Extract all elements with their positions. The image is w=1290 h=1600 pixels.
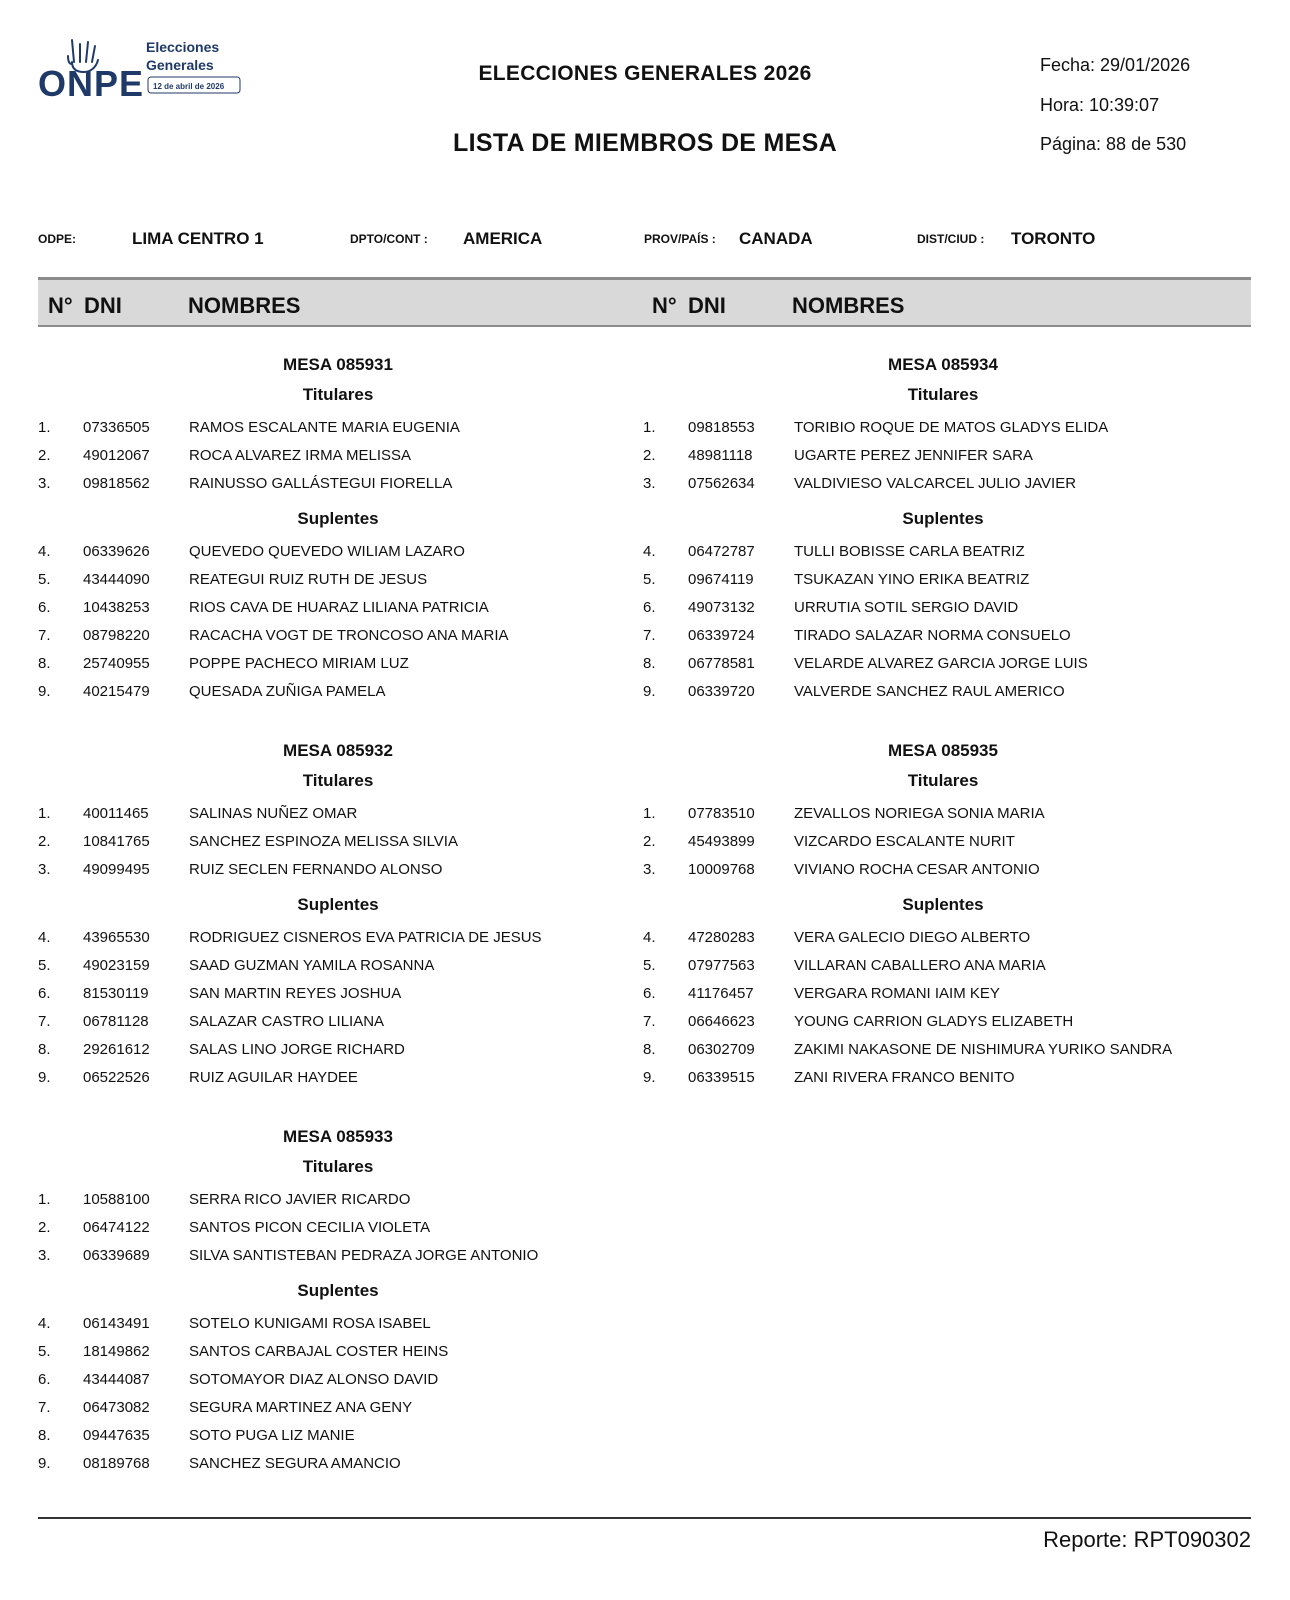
member-number: 2. xyxy=(38,1219,51,1236)
member-dni: 06474122 xyxy=(83,1219,150,1236)
member-row xyxy=(38,447,638,467)
member-dni: 49073132 xyxy=(688,599,755,616)
member-dni: 09818553 xyxy=(688,419,755,436)
document-subtitle: LISTA DE MIEMBROS DE MESA xyxy=(453,129,837,157)
member-name: ZAKIMI NAKASONE DE NISHIMURA YURIKO SANDRA xyxy=(794,1041,1173,1058)
member-number: 1. xyxy=(643,805,656,822)
member-name: VIZCARDO ESCALANTE NURIT xyxy=(794,833,1015,850)
member-dni: 08189768 xyxy=(83,1455,150,1472)
member-name: SANTOS PICON CECILIA VIOLETA xyxy=(189,1219,431,1236)
member-name: SAN MARTIN REYES JOSHUA xyxy=(189,985,402,1002)
mesa-block xyxy=(643,738,1243,1124)
member-name: TULLI BOBISSE CARLA BEATRIZ xyxy=(794,543,1025,560)
member-row xyxy=(38,1455,638,1475)
member-dni: 40011465 xyxy=(83,805,149,822)
member-row xyxy=(643,419,1243,439)
footer-divider xyxy=(38,1517,1251,1519)
member-number: 7. xyxy=(38,627,51,644)
member-row xyxy=(38,1041,638,1061)
logo-date: 12 de abril de 2026 xyxy=(153,82,225,91)
member-name: RUIZ AGUILAR HAYDEE xyxy=(189,1069,358,1086)
column-right xyxy=(643,352,1243,1124)
member-name: SALINAS NUÑEZ OMAR xyxy=(189,805,358,822)
member-row xyxy=(38,1427,638,1447)
member-dni: 45493899 xyxy=(688,833,755,850)
member-number: 5. xyxy=(38,1343,51,1360)
member-row xyxy=(38,957,638,977)
member-name: TSUKAZAN YINO ERIKA BEATRIZ xyxy=(794,571,1030,588)
member-name: RAMOS ESCALANTE MARIA EUGENIA xyxy=(189,419,460,436)
member-name: SALAZAR CASTRO LILIANA xyxy=(189,1013,385,1030)
member-row xyxy=(643,985,1243,1005)
member-number: 7. xyxy=(643,1013,656,1030)
member-number: 2. xyxy=(38,833,51,850)
member-dni: 49099495 xyxy=(83,861,150,878)
member-name: SANCHEZ ESPINOZA MELISSA SILVIA xyxy=(189,833,458,850)
member-row xyxy=(38,475,638,495)
member-number: 5. xyxy=(38,571,51,588)
member-name: ZEVALLOS NORIEGA SONIA MARIA xyxy=(794,805,1045,822)
mesa-title: MESA 085932 xyxy=(283,741,393,760)
member-dni: 06646623 xyxy=(688,1013,755,1030)
member-dni: 49023159 xyxy=(83,957,150,974)
member-dni: 06473082 xyxy=(83,1399,150,1416)
col-nombres-left: NOMBRES xyxy=(188,293,301,318)
titulares-heading: Titulares xyxy=(907,771,979,790)
member-number: 2. xyxy=(38,447,51,464)
member-name: SILVA SANTISTEBAN PEDRAZA JORGE ANTONIO xyxy=(189,1247,539,1264)
member-name: SOTELO KUNIGAMI ROSA ISABEL xyxy=(189,1315,431,1332)
member-row xyxy=(643,833,1243,853)
col-dni-right: DNI xyxy=(688,293,726,318)
prov-label: PROV/PAÍS : xyxy=(644,232,716,246)
member-number: 3. xyxy=(38,861,51,878)
member-row xyxy=(38,1219,638,1239)
suplentes-heading: Suplentes xyxy=(902,895,984,914)
member-dni: 48981118 xyxy=(688,447,753,464)
member-dni: 07562634 xyxy=(688,475,755,492)
member-name: RIOS CAVA DE HUARAZ LILIANA PATRICIA xyxy=(189,599,489,616)
member-row xyxy=(38,833,638,853)
mesa-title: MESA 085931 xyxy=(283,355,393,374)
member-dni: 41176457 xyxy=(688,985,754,1002)
column-left xyxy=(38,352,638,1510)
suplentes-heading: Suplentes xyxy=(297,895,379,914)
titulares-heading: Titulares xyxy=(302,771,374,790)
member-name: POPPE PACHECO MIRIAM LUZ xyxy=(189,655,409,672)
member-row xyxy=(38,543,638,563)
suplentes-heading: Suplentes xyxy=(297,509,379,528)
suplentes-heading: Suplentes xyxy=(297,1281,379,1300)
mesa-title: MESA 085934 xyxy=(888,355,998,374)
member-row xyxy=(38,655,638,675)
member-dni: 06781128 xyxy=(83,1013,149,1030)
titulares-heading: Titulares xyxy=(302,385,374,404)
member-row xyxy=(643,683,1243,703)
member-number: 9. xyxy=(643,1069,656,1086)
member-number: 6. xyxy=(38,599,51,616)
member-name: RODRIGUEZ CISNEROS EVA PATRICIA DE JESUS xyxy=(189,929,542,946)
member-number: 9. xyxy=(643,683,656,700)
member-dni: 10588100 xyxy=(83,1191,150,1208)
member-number: 5. xyxy=(38,957,51,974)
member-row xyxy=(38,571,638,591)
member-number: 2. xyxy=(643,447,656,464)
member-number: 8. xyxy=(38,655,51,672)
mesa-block xyxy=(38,1124,638,1510)
member-name: TIRADO SALAZAR NORMA CONSUELO xyxy=(794,627,1071,644)
pagina: Página: 88 de 530 xyxy=(1040,134,1187,154)
member-number: 8. xyxy=(643,1041,656,1058)
member-dni: 10841765 xyxy=(83,833,150,850)
member-name: ZANI RIVERA FRANCO BENITO xyxy=(794,1069,1015,1086)
member-name: ROCA ALVAREZ IRMA MELISSA xyxy=(189,447,412,464)
member-name: REATEGUI RUIZ RUTH DE JESUS xyxy=(189,571,428,588)
member-row xyxy=(38,985,638,1005)
member-number: 6. xyxy=(643,599,656,616)
member-dni: 47280283 xyxy=(688,929,755,946)
member-row xyxy=(643,447,1243,467)
member-number: 3. xyxy=(643,475,656,492)
member-name: SERRA RICO JAVIER RICARDO xyxy=(189,1191,411,1208)
member-number: 1. xyxy=(643,419,656,436)
col-num-right: N° xyxy=(652,293,677,318)
member-row xyxy=(38,1371,638,1391)
member-name: QUESADA ZUÑIGA PAMELA xyxy=(189,683,386,700)
member-number: 8. xyxy=(643,655,656,672)
mesa-block xyxy=(643,352,1243,738)
member-number: 2. xyxy=(643,833,656,850)
member-dni: 29261612 xyxy=(83,1041,150,1058)
member-number: 4. xyxy=(38,543,51,560)
member-number: 5. xyxy=(643,957,656,974)
member-name: VALDIVIESO VALCARCEL JULIO JAVIER xyxy=(794,475,1077,492)
member-name: SALAS LINO JORGE RICHARD xyxy=(189,1041,405,1058)
member-dni: 07977563 xyxy=(688,957,755,974)
member-dni: 06522526 xyxy=(83,1069,150,1086)
col-num-left: N° xyxy=(48,293,73,318)
member-row xyxy=(643,475,1243,495)
member-number: 5. xyxy=(643,571,656,588)
member-name: QUEVEDO QUEVEDO WILIAM LAZARO xyxy=(189,543,465,560)
member-row xyxy=(643,929,1243,949)
member-dni: 06778581 xyxy=(688,655,755,672)
member-row xyxy=(643,805,1243,825)
logo-org: ONPE xyxy=(38,63,145,104)
member-dni: 06339515 xyxy=(688,1069,755,1086)
member-name: YOUNG CARRION GLADYS ELIZABETH xyxy=(794,1013,1074,1030)
member-dni: 06339720 xyxy=(688,683,755,700)
member-name: VIVIANO ROCHA CESAR ANTONIO xyxy=(794,861,1040,878)
member-dni: 25740955 xyxy=(83,655,150,672)
logo-line2: Generales xyxy=(146,57,214,73)
member-row xyxy=(643,1041,1243,1061)
member-name: VELARDE ALVAREZ GARCIA JORGE LUIS xyxy=(794,655,1088,672)
member-dni: 10009768 xyxy=(688,861,755,878)
member-dni: 06302709 xyxy=(688,1041,755,1058)
member-row xyxy=(38,929,638,949)
member-dni: 49012067 xyxy=(83,447,150,464)
member-row xyxy=(38,861,638,881)
hora: Hora: 10:39:07 xyxy=(1040,95,1160,115)
mesa-block xyxy=(38,738,638,1124)
member-dni: 09818562 xyxy=(83,475,150,492)
titulares-heading: Titulares xyxy=(302,1157,374,1176)
member-number: 8. xyxy=(38,1041,51,1058)
document-title: ELECCIONES GENERALES 2026 xyxy=(478,62,812,85)
member-row xyxy=(643,1013,1243,1033)
member-dni: 43965530 xyxy=(83,929,150,946)
member-dni: 06339724 xyxy=(688,627,755,644)
fecha: Fecha: 29/01/2026 xyxy=(1040,55,1191,75)
member-row xyxy=(38,627,638,647)
member-row xyxy=(38,1315,638,1335)
member-number: 9. xyxy=(38,1455,51,1472)
dpto-label: DPTO/CONT : xyxy=(350,232,428,246)
member-name: SAAD GUZMAN YAMILA ROSANNA xyxy=(189,957,435,974)
member-row xyxy=(38,1013,638,1033)
member-row xyxy=(38,1191,638,1211)
member-name: VALVERDE SANCHEZ RAUL AMERICO xyxy=(794,683,1065,700)
member-dni: 81530119 xyxy=(83,985,149,1002)
member-row xyxy=(643,627,1243,647)
member-name: SEGURA MARTINEZ ANA GENY xyxy=(189,1399,413,1416)
member-row xyxy=(643,655,1243,675)
member-name: VERGARA ROMANI IAIM KEY xyxy=(794,985,1000,1002)
prov-value: CANADA xyxy=(739,229,813,248)
col-nombres-right: NOMBRES xyxy=(792,293,905,318)
mesa-block xyxy=(38,352,638,738)
member-row xyxy=(643,861,1243,881)
member-dni: 18149862 xyxy=(83,1343,150,1360)
member-number: 9. xyxy=(38,1069,51,1086)
odpe-value: LIMA CENTRO 1 xyxy=(132,229,264,248)
member-number: 4. xyxy=(643,929,656,946)
member-name: RUIZ SECLEN FERNANDO ALONSO xyxy=(189,861,443,878)
member-row xyxy=(643,957,1243,977)
member-name: VERA GALECIO DIEGO ALBERTO xyxy=(794,929,1031,946)
member-row xyxy=(643,571,1243,591)
member-dni: 06143491 xyxy=(83,1315,150,1332)
member-row xyxy=(643,599,1243,619)
member-number: 6. xyxy=(643,985,656,1002)
member-number: 4. xyxy=(38,1315,51,1332)
member-name: SOTOMAYOR DIAZ ALONSO DAVID xyxy=(189,1371,439,1388)
member-row xyxy=(38,599,638,619)
member-dni: 07783510 xyxy=(688,805,755,822)
member-name: RAINUSSO GALLÁSTEGUI FIORELLA xyxy=(189,475,453,492)
member-number: 6. xyxy=(38,985,51,1002)
member-number: 4. xyxy=(38,929,51,946)
member-number: 9. xyxy=(38,683,51,700)
member-number: 1. xyxy=(38,419,51,436)
member-dni: 43444087 xyxy=(83,1371,150,1388)
member-row xyxy=(643,543,1243,563)
member-row xyxy=(643,1069,1243,1089)
member-name: RACACHA VOGT DE TRONCOSO ANA MARIA xyxy=(189,627,509,644)
mesa-title: MESA 085935 xyxy=(888,741,998,760)
member-dni: 07336505 xyxy=(83,419,150,436)
odpe-label: ODPE: xyxy=(38,232,77,246)
member-dni: 40215479 xyxy=(83,683,150,700)
member-dni: 06472787 xyxy=(688,543,755,560)
member-row xyxy=(38,1247,638,1267)
member-name: SANTOS CARBAJAL COSTER HEINS xyxy=(189,1343,449,1360)
member-dni: 08798220 xyxy=(83,627,150,644)
member-name: TORIBIO ROQUE DE MATOS GLADYS ELIDA xyxy=(794,419,1109,436)
member-number: 7. xyxy=(643,627,656,644)
member-number: 8. xyxy=(38,1427,51,1444)
member-number: 3. xyxy=(38,1247,51,1264)
dist-label: DIST/CIUD : xyxy=(917,232,985,246)
mesa-title: MESA 085933 xyxy=(283,1127,393,1146)
member-dni: 10438253 xyxy=(83,599,150,616)
member-name: SOTO PUGA LIZ MANIE xyxy=(189,1427,355,1444)
member-number: 1. xyxy=(38,805,51,822)
logo-line1: Elecciones xyxy=(146,39,220,55)
member-row xyxy=(38,1343,638,1363)
member-dni: 09674119 xyxy=(688,571,754,588)
member-number: 3. xyxy=(643,861,656,878)
member-name: VILLARAN CABALLERO ANA MARIA xyxy=(794,957,1046,974)
column-header xyxy=(38,277,1251,327)
member-number: 7. xyxy=(38,1013,51,1030)
member-dni: 06339626 xyxy=(83,543,150,560)
member-dni: 09447635 xyxy=(83,1427,150,1444)
member-number: 6. xyxy=(38,1371,51,1388)
member-name: UGARTE PEREZ JENNIFER SARA xyxy=(794,447,1033,464)
member-row xyxy=(38,419,638,439)
member-number: 3. xyxy=(38,475,51,492)
member-dni: 06339689 xyxy=(83,1247,150,1264)
member-name: SANCHEZ SEGURA AMANCIO xyxy=(189,1455,401,1472)
report-id: Reporte: RPT090302 xyxy=(1043,1527,1251,1552)
member-dni: 43444090 xyxy=(83,571,150,588)
col-dni-left: DNI xyxy=(84,293,122,318)
member-row xyxy=(38,683,638,703)
member-row xyxy=(38,805,638,825)
member-name: URRUTIA SOTIL SERGIO DAVID xyxy=(794,599,1019,616)
member-number: 7. xyxy=(38,1399,51,1416)
dist-value: TORONTO xyxy=(1011,229,1096,248)
dpto-value: AMERICA xyxy=(463,229,543,248)
member-row xyxy=(38,1069,638,1089)
member-number: 1. xyxy=(38,1191,51,1208)
member-row xyxy=(38,1399,638,1419)
titulares-heading: Titulares xyxy=(907,385,979,404)
suplentes-heading: Suplentes xyxy=(902,509,984,528)
member-number: 4. xyxy=(643,543,656,560)
